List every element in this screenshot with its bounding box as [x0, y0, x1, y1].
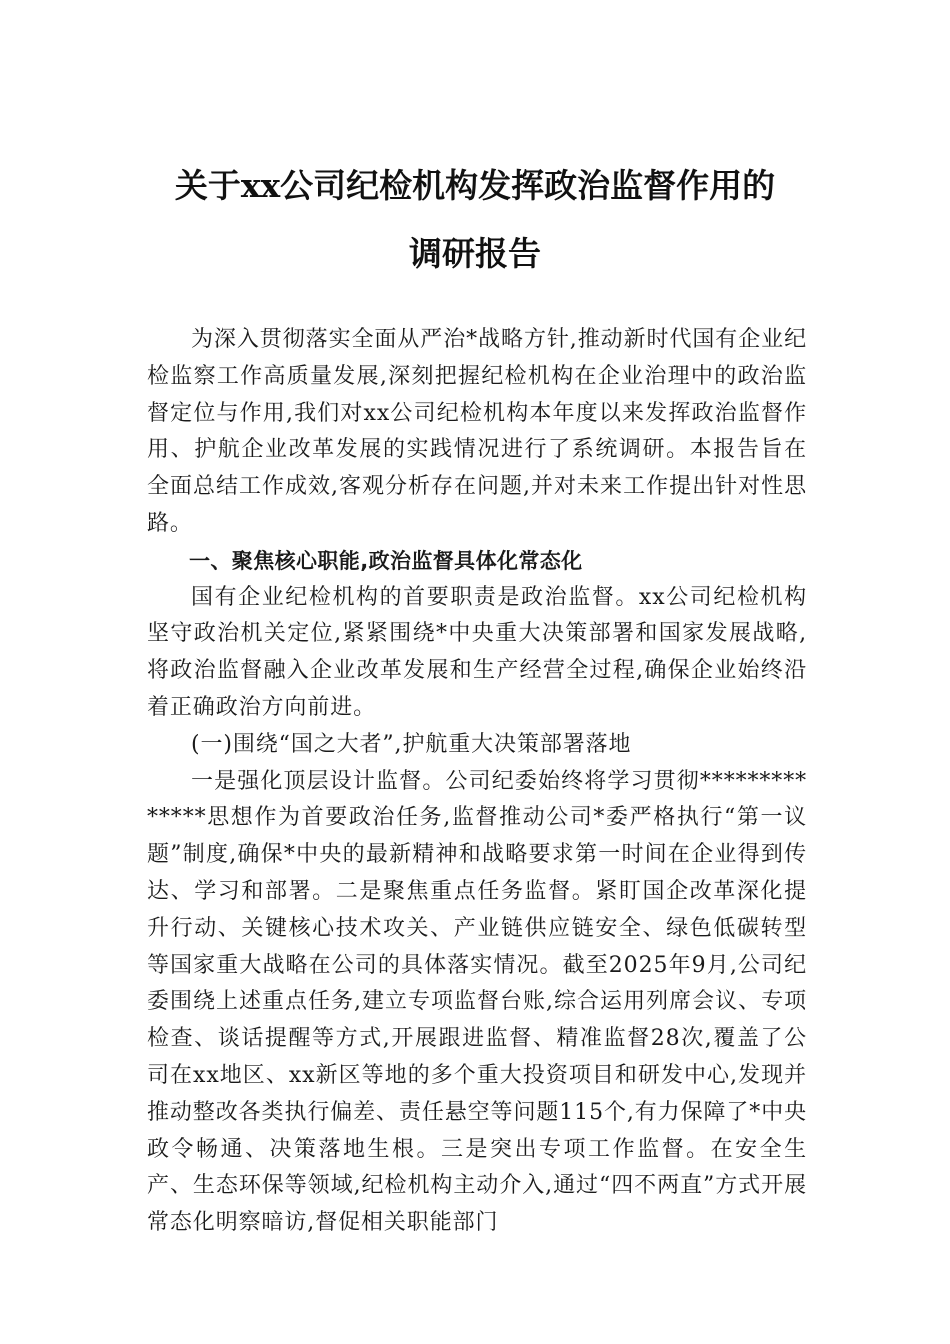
subsection-1-paragraph: 一是强化顶层设计监督。公司纪委始终将学习贯彻**************思想作为首要政治任务,监督推动公司*委严格执行“第一议题”制度,确保*中央的最新精神和战略要求第一时间在企业得到传达、学习和部署。二是聚焦重点任务监督。紧盯国企改革深化提升行动、关键核心技术攻关、产业链供应链安全、绿色低碳转型等国家重大战略在公司的具体落实情况。截至2025年9月,公司纪委围绕上述重点任务,建立专项监督台账,综合运用列席会议、专项检查、谈话提醒等方式,开展跟进监督、精准监督28次,覆盖了公司在xx地区、xx新区等地的多个重大投资项目和研发中心,发现并推动整改各类执行偏差、责任悬空等问题115个,有力保障了*中央政令畅通、决策落地生根。三是突出专项工作监督。在安全生产、生态环保等领域,纪检机构主动介入,通过“四不两直”方式开展常态化明察暗访,督促相关职能部门: [147, 768, 807, 1236]
document-title-line-1: 关于xx公司纪检机构发挥政治监督作用的: [174, 166, 776, 205]
intro-paragraph: 为深入贯彻落实全面从严治*战略方针,推动新时代国有企业纪检监察工作高质量发展,深刻把握纪检机构在企业治理中的政治监督定位与作用,我们对xx公司纪检机构本年度以来发挥政治监督作用、护航企业改革发展的实践情况进行了系统调研。本报告旨在全面总结工作成效,客观分析存在问题,并对未来工作提出针对性思路。: [147, 327, 807, 536]
document-body: [147, 322, 807, 1242]
section-heading-1: 一、聚焦核心职能,政治监督具体化常态化: [189, 548, 583, 573]
subsection-heading-1: (一)围绕“国之大者”,护航重大决策部署落地: [191, 731, 632, 757]
document-title-line-2: 调研报告: [409, 234, 541, 273]
section-1-paragraph: 国有企业纪检机构的首要职责是政治监督。xx公司纪检机构坚守政治机关定位,紧紧围绕*中央重大决策部署和国家发展战略,将政治监督融入企业改革发展和生产经营全过程,确保企业始终沿着正确政治方向前进。: [147, 584, 807, 720]
